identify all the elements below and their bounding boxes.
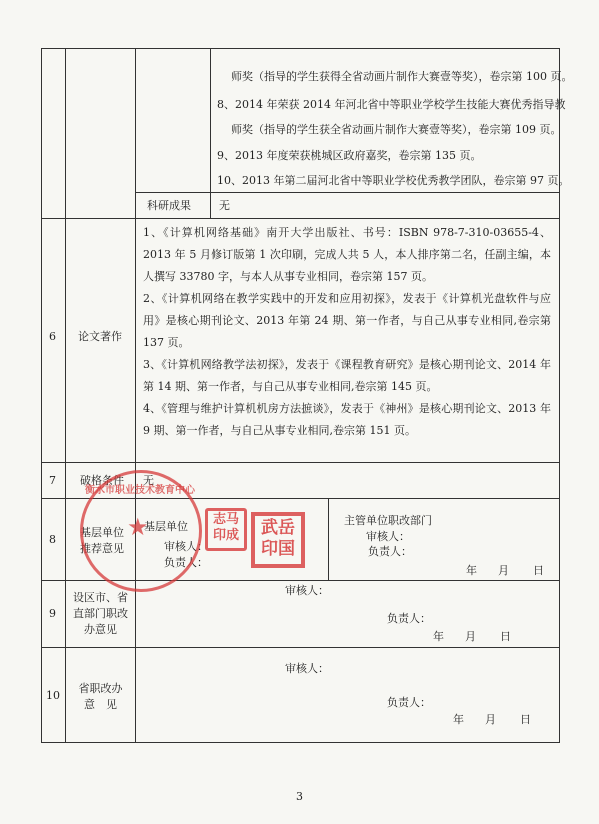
row9-label-2: 直部门职改 — [73, 607, 128, 620]
row9-date-day: 日 — [500, 630, 511, 643]
line-row10-top — [41, 647, 560, 648]
row7-number: 7 — [49, 474, 56, 487]
table-border-right — [559, 48, 560, 743]
row10-date-day: 日 — [520, 713, 531, 726]
paper-item-4: 4、《管理与维护计算机机房方法摭谈》，发表于《神州》是核心期刊论文、2013 年 9 期、第一作者，与自己从事专业相同,卷宗第 151 页。 — [143, 402, 551, 437]
row9-label-3: 办意见 — [84, 623, 117, 636]
round-seal-text: 衡水市职业技术教育中心 — [85, 485, 195, 496]
page-number: 3 — [296, 790, 303, 803]
row7-value: 无 — [143, 474, 154, 487]
paper-item-2: 2、《计算机网络在教学实践中的开发和应用初探》，发表于《计算机光盘软件与应用》是核心期刊论文、2013 年第 24 期、第一作者，与自己从事专业相同,卷宗第 137 页。 — [143, 292, 551, 349]
row6-label: 论文著作 — [78, 330, 122, 343]
row8-right-responsible: 负责人： — [368, 545, 412, 558]
row8-label-1: 基层单位 — [80, 526, 124, 539]
row10-date-year: 年 — [453, 713, 464, 726]
row9-date-month: 月 — [465, 630, 476, 643]
square-seal-1 — [205, 508, 247, 551]
row9-reviewer: 审核人： — [285, 584, 329, 597]
table-bottom — [41, 742, 560, 743]
row7-label: 破格条件 — [80, 474, 124, 487]
row8-number: 8 — [49, 533, 56, 546]
square-seal-1-text: 志马印成 — [212, 512, 239, 543]
row9-responsible: 负责人： — [387, 612, 431, 625]
paper-item-3: 3、《计算机网络教学法初探》，发表于《课程教育研究》是核心期刊论文、2014 年第 14 期、第一作者，与自己从事专业相同,卷宗第 145 页。 — [143, 358, 551, 393]
row10-label-2: 意 见 — [84, 698, 117, 711]
row8-date-day: 日 — [533, 564, 544, 577]
line-row6-top — [41, 218, 560, 219]
award-line-3: 师奖（指导的学生获全省动画片制作大赛壹等奖），卷宗第 109 页。 — [231, 123, 562, 136]
research-label: 科研成果 — [147, 199, 191, 212]
award-line-1: 师奖（指导的学生获得全省动画片制作大赛壹等奖），卷宗第 100 页。 — [231, 70, 573, 83]
round-seal — [80, 470, 202, 592]
row10-reviewer: 审核人： — [285, 662, 329, 675]
table-top — [41, 48, 560, 49]
row8-left-reviewer: 审核人： — [164, 540, 208, 553]
row10-responsible: 负责人： — [387, 696, 431, 709]
row6-items — [143, 222, 551, 442]
paper-item-1: 1、《计算机网络基础》南开大学出版社、书号：ISBN 978-7-310-03655-4、2013 年 5 月修订版第 1 次印刷，完成人共 5 人，本人排序第二名，任副主编，本人撰写 33780 字，与本人从事专业相同，卷宗第 157 页。 — [143, 226, 551, 283]
table-border-left — [41, 48, 42, 743]
row8-left-responsible: 负责人： — [164, 556, 208, 569]
research-value: 无 — [219, 199, 230, 212]
square-seal-2 — [251, 512, 305, 568]
row10-label-1: 省职改办 — [78, 682, 123, 695]
line-row7-top — [41, 462, 560, 463]
row10-number: 10 — [46, 689, 60, 702]
award-line-5: 10、2013 年第二届河北省中等职业学校优秀教学团队，卷宗第 97 页。 — [217, 174, 570, 187]
row8-right-title: 主管单位职改部门 — [344, 514, 432, 527]
row9-date-year: 年 — [433, 630, 444, 643]
row8-left-title: 基层单位 — [144, 520, 188, 533]
row8-label-2: 推荐意见 — [80, 542, 124, 555]
col-divider-num — [65, 48, 66, 743]
row8-date-year: 年 — [466, 564, 477, 577]
row9-label-1: 设区市、省 — [73, 591, 128, 604]
row8-right-reviewer: 审核人： — [366, 530, 410, 543]
seal-star-icon: ★ — [127, 513, 149, 541]
square-seal-2-text: 武岳印国 — [261, 518, 295, 559]
row10-date-month: 月 — [485, 713, 496, 726]
row8-date-month: 月 — [498, 564, 509, 577]
award-line-2: 8、2014 年荣获 2014 年河北省中等职业学校学生技能大赛优秀指导教 — [217, 98, 566, 111]
award-line-4: 9、2013 年度荣获桃城区政府嘉奖，卷宗第 135 页。 — [217, 149, 482, 162]
row8-divider — [328, 498, 329, 580]
row9-number: 9 — [49, 607, 56, 620]
row6-number: 6 — [49, 330, 56, 343]
line-research — [135, 192, 560, 193]
